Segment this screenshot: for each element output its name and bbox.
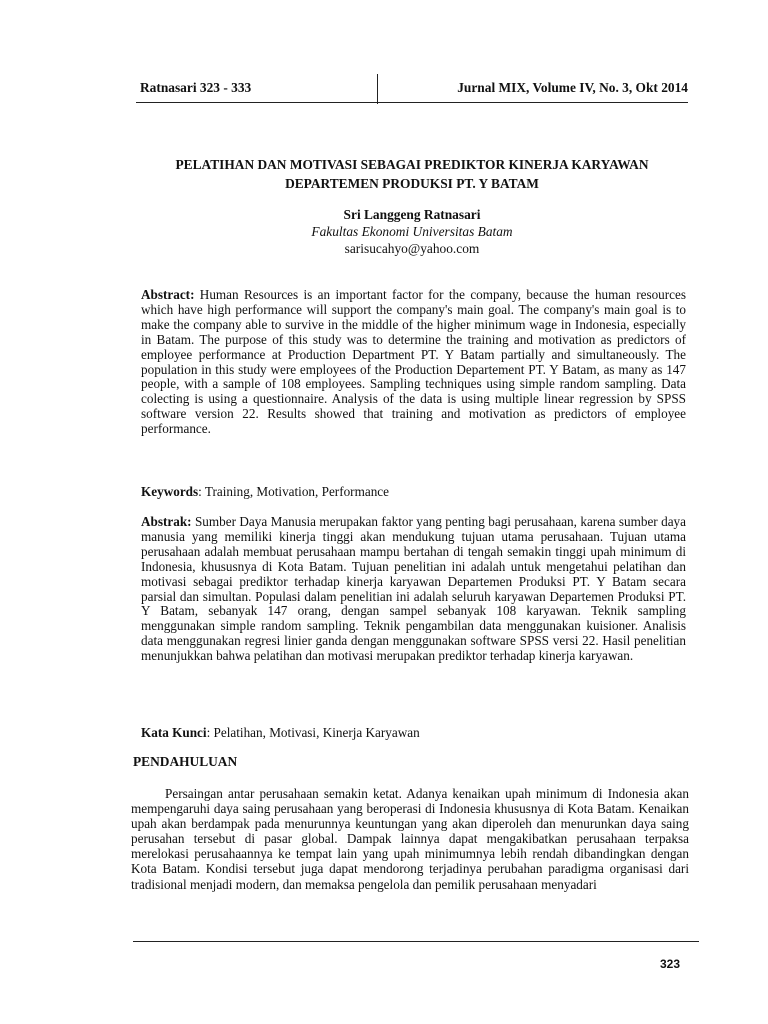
katakunci-label: Kata Kunci <box>141 725 207 740</box>
abstract-paragraph <box>141 288 686 437</box>
keywords-line <box>141 485 686 500</box>
running-header <box>136 78 688 104</box>
abstrak-text: Sumber Daya Manusia merupakan faktor yang penting bagi perusahaan, karena sumber daya manusia yang memiliki kinerja tinggi akan mendukung tujuan utama perusahaan. Tujuan utama perusahaan adalah membuat perusahaan mampu bertahan di tengah semakin tinggi upah minimum di Indonesia, khususnya di Kota Batam. Tujuan penelitian ini adalah untuk mengetahui pelatihan dan motivasi sebagai prediktor terhadap kinerja karyawan Departemen Produksi PT. Y Batam secara parsial dan simultan. Populasi dalam penelitian ini adalah seluruh karyawan Departemen Produksi PT. Y Batam, sebanyak 147 orang, dengan sampel sebanyak 108 karyawan. Teknik sampling menggunakan simple random sampling. Teknik pengambilan data menggunakan kuisioner. Analisis data menggunakan regresi linier ganda dengan menggunakan software SPSS versi 22. Hasil penelitian menunjukkan bahwa pelatihan dan motivasi merupakan prediktor terhadap kinerja karyawan. <box>141 514 686 664</box>
page-number: 323 <box>659 957 680 971</box>
abstrak-paragraph <box>141 515 686 664</box>
header-journal: Jurnal MIX, Volume IV, No. 3, Okt 2014 <box>457 80 688 95</box>
footer-rule <box>133 941 699 942</box>
author-affiliation: Fakultas Ekonomi Universitas Batam <box>311 224 513 239</box>
author-block <box>110 206 714 257</box>
abstract-label: Abstract: <box>141 287 195 302</box>
title-line-1: PELATIHAN DAN MOTIVASI SEBAGAI PREDIKTOR KINERJA KARYAWAN <box>175 157 649 172</box>
intro-paragraph: Persaingan antar perusahaan semakin ketat. Adanya kenaikan upah minimum di Indonesia akan mempengaruhi daya saing perusahaan yang beroperasi di Indonesia khususnya di Kota Batam. Kenaikan upah akan berdampak pada menurunnya keuntungan yang akan diperoleh dan menurunkan daya saing perusahan tersebut di pasar global. Dampak lainnya dapat mengakibatkan perusahaan terpaksa merelokasi perusahaannya ke tempat lain yang upah minimumnya lebih rendah dibandingkan dengan Kota Batam. Kondisi tersebut juga dapat mendorong terjadinya perubahan paradigma organisasi dari tradisional menjadi modern, dan memaksa pengelola dan pemilik perusahaan menyadari <box>131 786 689 892</box>
title-line-2: DEPARTEMEN PRODUKSI PT. Y BATAM <box>285 176 539 191</box>
header-citation: Ratnasari 323 - 333 <box>140 80 252 95</box>
header-rule <box>136 102 688 103</box>
paper-title <box>110 155 714 193</box>
katakunci-text: : Pelatihan, Motivasi, Kinerja Karyawan <box>206 725 420 740</box>
author-name: Sri Langgeng Ratnasari <box>343 207 481 222</box>
abstrak-label: Abstrak: <box>141 514 192 529</box>
section-heading: PENDAHULUAN <box>133 754 238 769</box>
katakunci-line <box>141 726 686 741</box>
header-divider <box>377 74 378 104</box>
abstract-text: Human Resources is an important factor for the company, because the human resources which have high performance will support the company's main goal. The company's main goal is to make the company able to survive in the middle of the higher minimum wage in Indonesia, especially in Batam. The purpose of this study was to determine the training and motivation as predictors of employee performance at Production Department PT. Y Batam partially and simultaneously. The population in this study were employees of the Production Departement PT. Y Batam, as many as 147 people, with a sample of 108 employees. Sampling techniques using simple random sampling. Data colecting is using a questionnaire. Analysis of the data is using multiple linear regression by SPSS software version 22. Results showed that training and motivation as predictors of employee performance. <box>141 287 686 437</box>
keywords-text: : Training, Motivation, Performance <box>198 484 389 499</box>
keywords-label: Keywords <box>141 484 199 499</box>
author-email: sarisucahyo@yahoo.com <box>344 241 480 256</box>
